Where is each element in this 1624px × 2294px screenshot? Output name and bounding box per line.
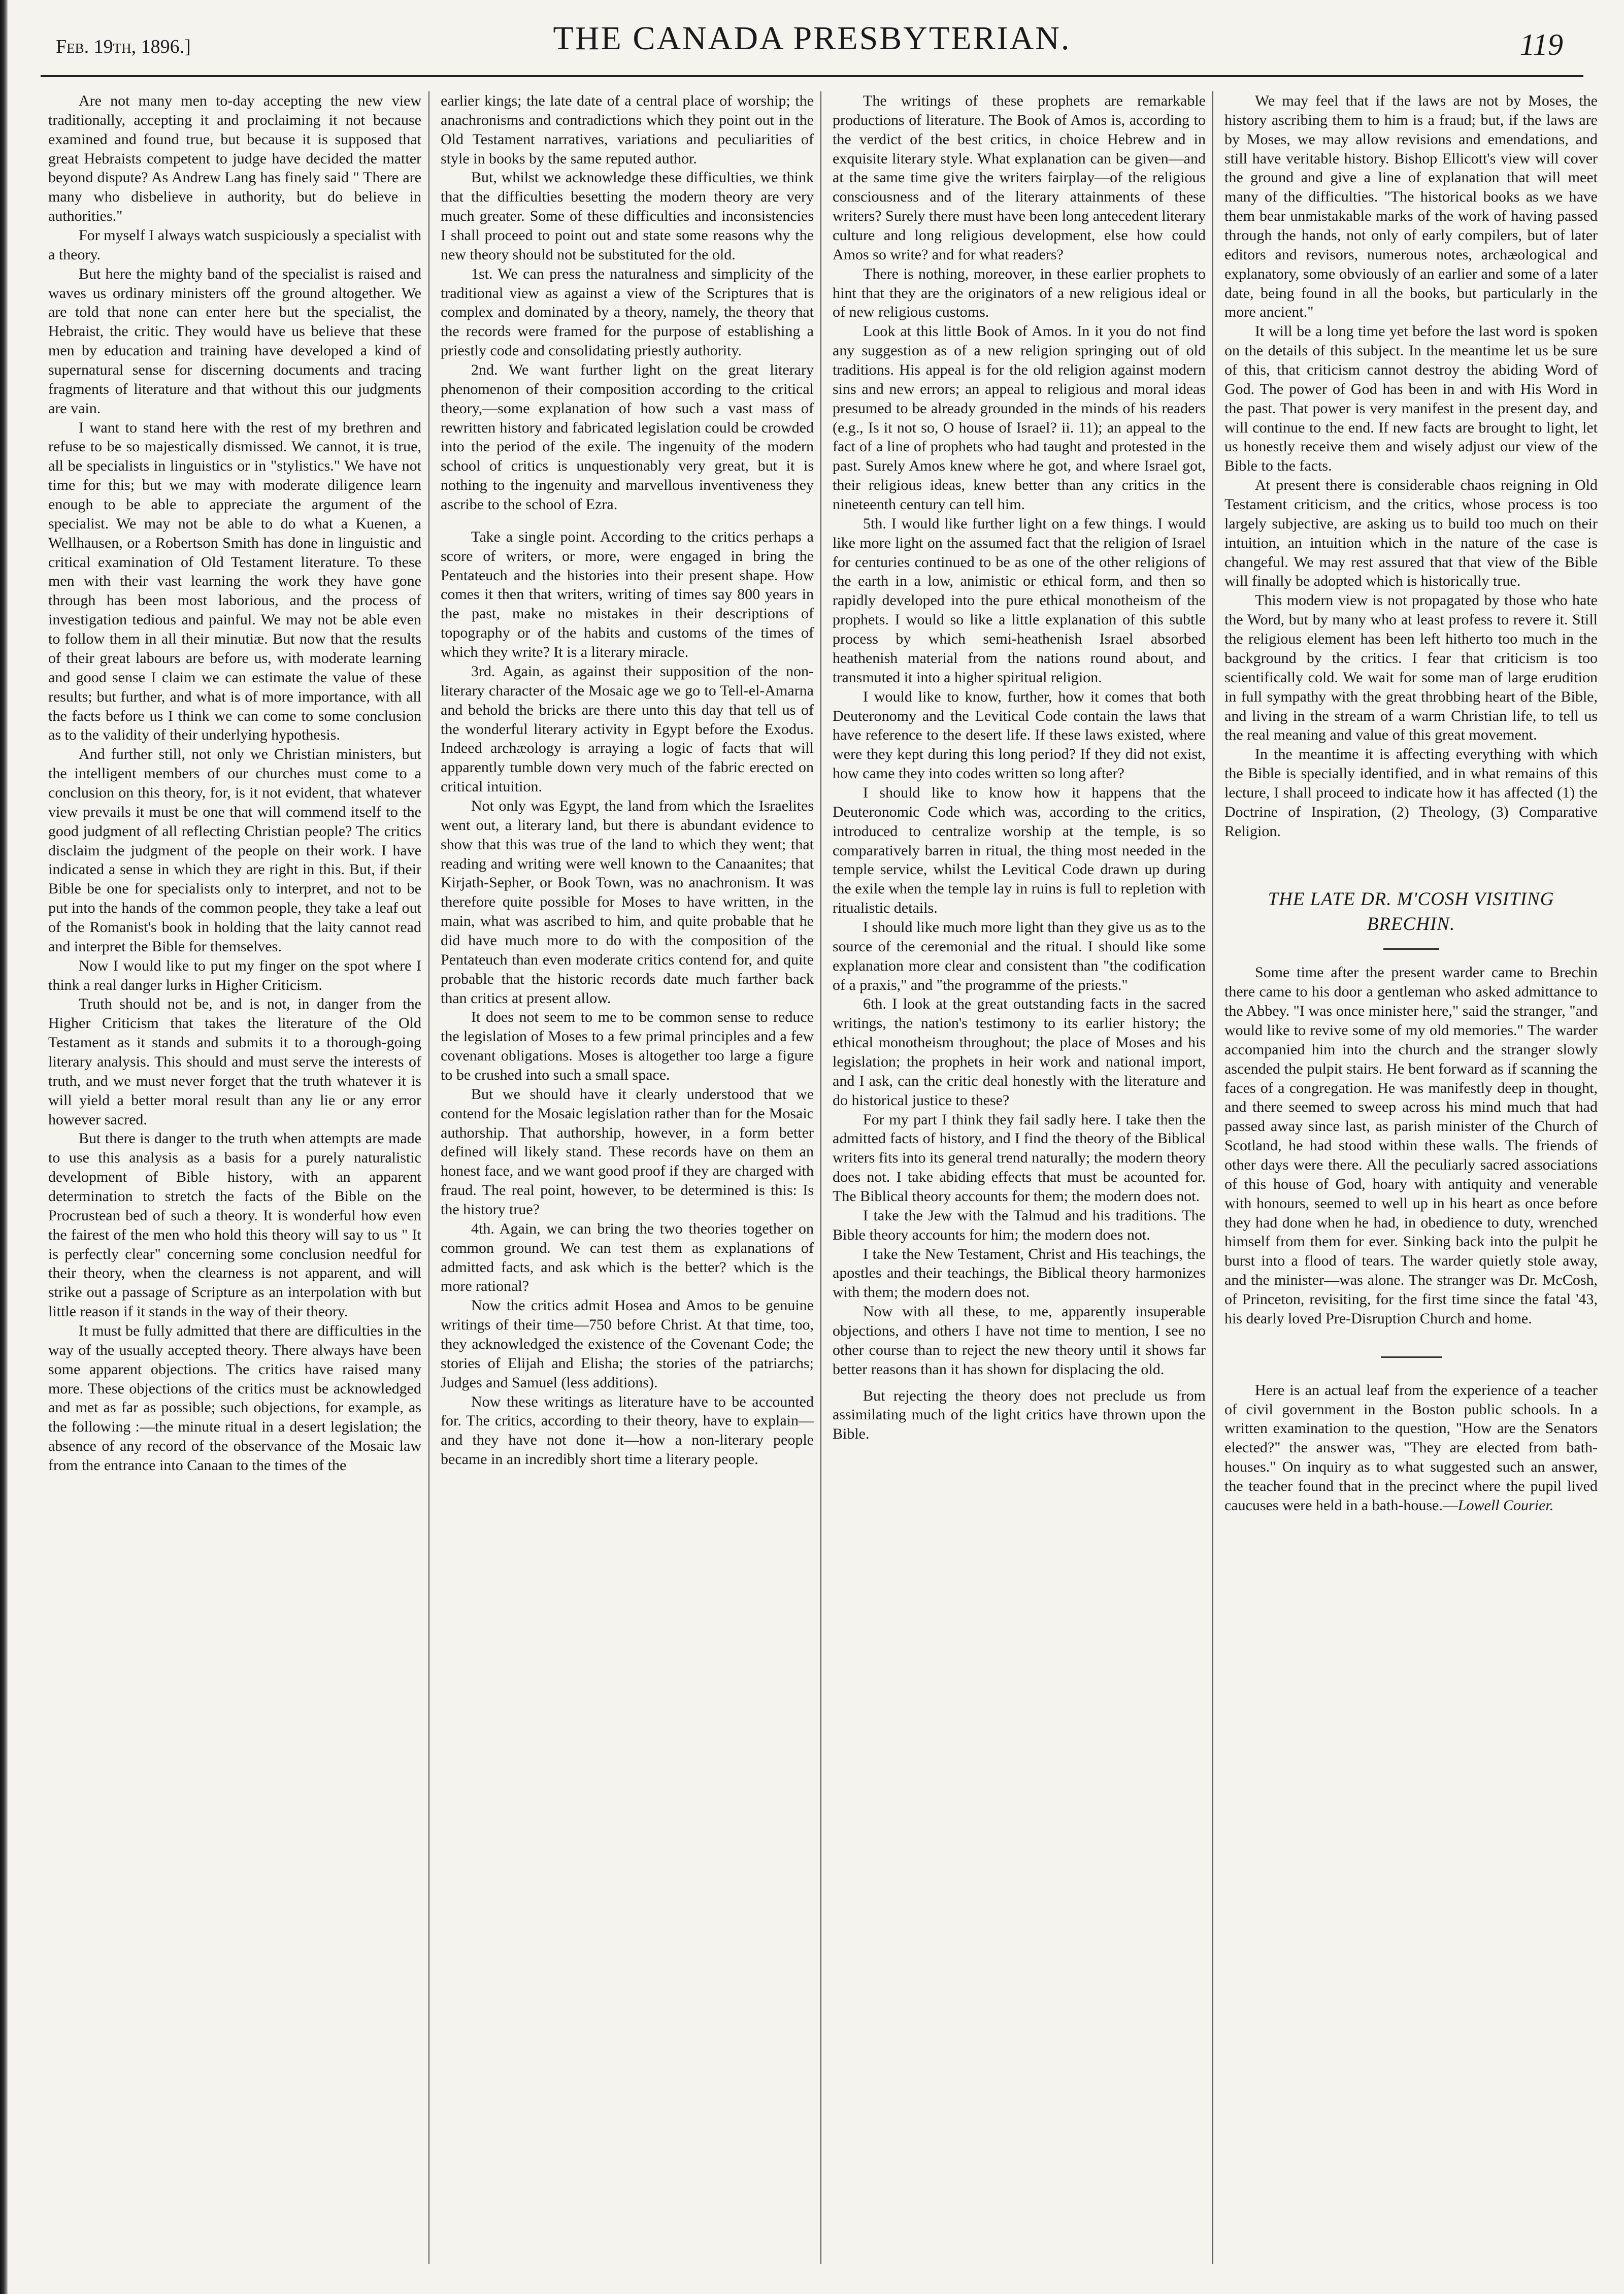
paragraph: For my part I think they fail sadly here. I take then the admitted facts of history, and I find the theory of the Biblical writers fits into its general trend naturally; the modern theory does not. I take abiding effects that must be acounted for. The Biblical theory accounts for them; the modern does not. xyxy=(833,1111,1206,1205)
page-number: 119 xyxy=(1519,28,1563,61)
column-1 xyxy=(48,91,421,2269)
paragraph: 6th. I look at the great outstanding facts in the sacred writings, the nation's testimony to its earlier history; the ethical monotheism throughout; the place of Moses and his legislation; the prophets in heir work and national import, and I ask, can the critic deal honestly with the literature and do historical justice to these? xyxy=(833,995,1206,1109)
paragraph: 2nd. We want further light on the great literary phenomenon of their composition according to the critical theory,—some explanation of how such a vast mass of rewritten history and fabricated legislation could be crowded into the period of the exile. The ingenuity of the modern school of critics is unquestionably very great, but it is nothing to the ingenuity and marvellous inventiveness they ascribe to the school of Ezra. xyxy=(441,361,814,513)
paragraph: I want to stand here with the rest of my brethren and refuse to be so majestically dismissed. We cannot, it is true, all be specialists in linguistics or in "stylistics." We have not time for this; but we may with moderate diligence learn enough to be able to appreciate the argument of the specialist. We may not be able to do what a Kuenen, a Wellhausen, or a Robertson Smith has done in linguistic and critical examination of Old Testament literature. To these men with their vast learning the work they have gone through has been most laborious, and the process of investigation tedious and painful. We may not be able even to follow them in all their minutiæ. But now that the results of their great labours are before us, with moderate learning and good sense I claim we can estimate the value of these results; but further, and what is of more importance, with all the facts before us I think we can come to some conclusion as to the validity of their underlying hypothesis. xyxy=(48,419,421,744)
source-credit: Lowell Courier. xyxy=(1457,1497,1554,1514)
title-rule xyxy=(1383,948,1439,950)
paragraph: But there is danger to the truth when attempts are made to use this analysis as a basis for a purely naturalistic development of Bible history, with an apparent determination to stretch the facts of the Bible on the Procrustean bed of such a theory. It is wonderful how even the fairest of the men who hold this theory will say to us " It is perfectly clear" concerning some conclusion needful for their theory, when the clearness is not apparent, and will strike out a passage of Scripture as an interpolation with but little reason if it stands in the way of their theory. xyxy=(48,1130,421,1320)
paragraph: 3rd. Again, as against their supposition of the non-literary character of the Mosaic age we go to Tell-el-Amarna and behold the bricks are there unto this day that tell us of the wonderful literary activity in Egypt before the Exodus. Indeed archæology is arraying a logic of facts that will apparently tumble down very much of the fabric erected on critical intuition. xyxy=(441,662,814,795)
paragraph: I take the New Testament, Christ and His teachings, the apostles and their teachings, the Biblical theory harmonizes with them; the modern does not. xyxy=(833,1245,1206,1301)
paragraph: We may feel that if the laws are not by Moses, the history ascribing them to him is a fraud; but, if the laws are by Moses, we may allow revisions and emendations, and still have veritable history. Bishop Ellicott's view will cover the ground and give a line of explanation that will meet many of the difficulties. "The historical books as we have them bear unmistakable marks of the work of having passed through the hands, not only of early compilers, but of later editors and revisors, numerous notes, archæological and explanatory, some obviously of an earlier and some of a later date, being found in all the books, but particularly in the more ancient." xyxy=(1224,92,1598,321)
paragraph: But, whilst we acknowledge these difficulties, we think that the difficulties besetting the modern theory are very much greater. Some of these difficulties and inconsistencies I shall proceed to point out and state some reasons why the new theory should not be substituted for the old. xyxy=(441,169,814,263)
paragraph: Now I would like to put my finger on the spot where I think a real danger lurks in Higher Criticism. xyxy=(48,957,421,993)
paragraph: The writings of these prophets are remarkable productions of literature. The Book of Amos is, according to the verdict of the best critics, in choice Hebrew and in exquisite literary style. What explanation can be given—and at the same time give the writers fairplay—of the religious consciousness and of the literary attainments of these writers? Surely there must have been long antecedent literary culture and long religious development, else how could Amos so write? and for what readers? xyxy=(833,92,1206,263)
column-rule xyxy=(428,91,429,2264)
paragraph: There is nothing, moreover, in these earlier prophets to hint that they are the originators of a new religious ideal or of new religious customs. xyxy=(833,265,1206,321)
paragraph: It will be a long time yet before the last word is spoken on the details of this subject. In the meantime let us be sure of this, that criticism cannot destroy the abiding Word of God. The power of God has been in and with His Word in the past. That power is very manifest in the present day, and will continue to the end. If new facts are brought to light, let us honestly receive them and wisely adjust our view of the Bible to the facts. xyxy=(1224,323,1598,475)
paragraph: earlier kings; the late date of a central place of worship; the anachronisms and contradictions which they point out in the Old Testament narratives, variations and peculiarities of style in books by the same reputed author. xyxy=(441,92,814,167)
article-title-line: BRECHIN. xyxy=(1367,914,1455,935)
paragraph: But here the mighty band of the specialist is raised and waves us ordinary ministers off the ground altogether. We are told that none can enter here but the specialist, the Hebraist, the critic. They would have us believe that these men by education and training have developed a kind of supernatural sense for discerning documents and tracing fragments of literature and that without this our judgments are vain. xyxy=(48,265,421,417)
paragraph: 1st. We can press the naturalness and simplicity of the traditional view as against a view of the Scriptures that is complex and dominated by a theory, namely, the theory that the records were framed for the purpose of establishing a priestly code and consolidating priestly authority. xyxy=(441,265,814,359)
paragraph: 4th. Again, we can bring the two theories together on common ground. We can test them as explanations of admitted facts, and ask which is the better? which is the more rational? xyxy=(441,1220,814,1295)
paragraph: But we should have it clearly understood that we contend for the Mosaic legislation rather than for the Mosaic authorship. That authorship, however, in a form better defined will likely stand. These records have on them an honest face, and we want good proof if they are charged with fraud. The real point, however, to be determined is this: Is the history true? xyxy=(441,1085,814,1218)
paragraph: In the meantime it is affecting everything with which the Bible is specially identified, and in what remains of this lecture, I shall proceed to indicate how it has affected (1) the Doctrine of Inspiration, (2) Theology, (3) Comparative Religion. xyxy=(1224,746,1598,840)
paragraph: 5th. I would like further light on a few things. I would like more light on the assumed fact that the religion of Israel for centuries continued to be as one of the other religions of the earth in a low, animistic or ethical form, and then so rapidly developed into the pure ethical monotheism of the prophets. I would so like a little explanation of this subtle process by which semi-heathenish Israel absorbed heathenish material from the nations round about, and transmuted it into a higher spiritual religion. xyxy=(833,515,1206,686)
paragraph: This modern view is not propagated by those who hate the Word, but by many who at least profess to revere it. Still the religious element has been left hitherto too much in the background by the critics. I fear that criticism is too scientifically cold. We wait for some man of large erudition in full sympathy with the great throbbing heart of the Bible, and living in the stream of a warm Christian life, to tell us the real meaning and value of this great movement. xyxy=(1224,592,1598,744)
paragraph: Now the critics admit Hosea and Amos to be genuine writings of their time—750 before Christ. At that time, too, they acknowledged the existence of the Covenant Code; the stories of Elijah and Elisha; the stories of the patriarchs; Judges and Samuel (less additions). xyxy=(441,1297,814,1391)
paragraph: Look at this little Book of Amos. In it you do not find any suggestion as of a new religion springing out of old traditions. His appeal is for the old religion against modern sins and new errors; an appeal to religious and moral ideas presumed to be already grounded in the minds of his readers (e.g., Is it not so, O house of Israel? ii. 11); an appeal to the fact of a line of prophets who had taught and protested in the past. Surely Amos knew where he got, and where Israel got, their religious ideas, knew better than any critics in the nineteenth century can tell him. xyxy=(833,323,1206,513)
column-2 xyxy=(441,91,814,2269)
column-3 xyxy=(833,91,1206,2269)
paragraph: I should like to know how it happens that the Deuteronomic Code which was, according to the critics, introduced to centralize worship at the temple, is so comparatively barren in ritual, the thing most needed in the temple service, whilst the Levitical Code drawn up during the exile when the temple lay in ruins is full to repletion with ritualistic details. xyxy=(833,784,1206,917)
paragraph: At present there is considerable chaos reigning in Old Testament criticism, and the critics, whose process is too largely subjective, are asking us to build too much on their intuition, an intuition which in the nature of the case is changeful. We may rest assured that that view of the Bible will finally be adopted which is historically true. xyxy=(1224,477,1598,590)
column-rule xyxy=(1212,91,1213,2264)
paragraph: I would like to know, further, how it comes that both Deuteronomy and the Levitical Code contain the laws that have reference to the desert life. If these laws existed, where were they kept during this long period? If they did not exist, how came they into codes written so long after? xyxy=(833,688,1206,782)
article-body: Some time after the present warder came to Brechin there came to his door a gentleman who asked admittance to the Abbey. "I was once minister here," said the stranger, "and would like to revive some of my old memories." The warder accompanied him into the church and the stranger slowly ascended the pulpit stairs. He bent forward as if scanning the faces of a congregation. He was manifestly deep in thought, and there seemed to sweep across his mind much that had passed away since last, as parish minister of the Church of Scotland, he had stood within these walls. The friends of other days were there. All the peculiarly sacred associations of this house of God, hoary with antiquity and venerable with honours, seemed to well up in his heart as once before they had done when he had, in obedience to duty, wrenched himself from them for ever. Sinking back into the pulpit he burst into a flood of tears. The warder quietly stole away, and the minister—was alone. The stranger was Dr. McCosh, of Princeton, revisiting, for the first time since the fatal '43, his dearly loved Pre-Disruption Church and home. xyxy=(1224,964,1598,1327)
paragraph: Now with all these, to me, apparently insuperable objections, and others I have not time to mention, I see no other course than to reject the new theory until it shows far better reasons than it has shown for displacing the old. xyxy=(833,1303,1206,1378)
binding-edge xyxy=(0,0,8,2294)
anecdote-text: Here is an actual leaf from the experience of a teacher of civil government in the Boston public schools. In a written examination to the question, "How are the Senators elected?" the answer was, "They are elected from bath-houses." On inquiry as to what suggested such an answer, the teacher found that in the precinct where the pupil lived caucuses were held in a bath-house.— xyxy=(1224,1381,1598,1514)
article-title xyxy=(1224,887,1598,938)
paragraph: I take the Jew with the Talmud and his traditions. The Bible theory accounts for him; the modern does not. xyxy=(833,1207,1206,1243)
column-4 xyxy=(1224,91,1598,2269)
page-header xyxy=(41,19,1583,77)
paragraph: It does not seem to me to be common sense to reduce the legislation of Moses to a few primal principles and a few covenant obligations. Moses is altogether too large a figure to be crushed into such a small space. xyxy=(441,1009,814,1083)
paragraph: I should like much more light than they give us as to the source of the ceremonial and the ritual. I should like some explanation more clear and consistent than "the codification of a praxis," and "the programme of the priests." xyxy=(833,918,1206,993)
paragraph: But rejecting the theory does not preclude us from assimilating much of the light critics have thrown upon the Bible. xyxy=(833,1387,1206,1443)
article-title-line: THE LATE DR. M'COSH VISITING xyxy=(1268,888,1554,910)
article-body xyxy=(1224,1381,1598,1515)
paragraph: Are not many men to-day accepting the new view traditionally, accepting it and proclaiming it not because examined and found true, but because it is supposed that great Hebraists competent to judge have decided the matter beyond dispute? As Andrew Lang has finely said " There are many who disbelieve in authority, but do believe in authorities." xyxy=(48,92,421,225)
paragraph: Truth should not be, and is not, in danger from the Higher Criticism that takes the literature of the Old Testament as it stands and submits it to a thorough-going literary analysis. This should and must serve the interests of truth, and we must never forget that the truth whatever it is will yield a better moral result than any lie or any error however sacred. xyxy=(48,995,421,1128)
section-rule xyxy=(1381,1356,1442,1358)
paragraph: Not only was Egypt, the land from which the Israelites went out, a literary land, but there is abundant evidence to show that this was true of the land to which they went; that reading and writing were well known to the Canaanites; that Kirjath-Sepher, or Book Town, was no anachronism. It was therefore quite possible for Moses to have written, in the main, what was ascribed to him, and quite probable that he did have much more to do with the composition of the Pentateuch than even moderate critics contend for, and quite probable that the historic records date much farther back than critics at present allow. xyxy=(441,797,814,1007)
masthead-title: THE CANADA PRESBYTERIAN. xyxy=(553,20,1071,57)
issue-date: Feb. 19th, 1896.] xyxy=(56,36,191,57)
paragraph: Now these writings as literature have to be accounted for. The critics, according to their theory, have to explain—and they have not done it—how a non-literary people became in an incredibly short time a literary people. xyxy=(441,1393,814,1468)
paragraph: And further still, not only we Christian ministers, but the intelligent members of our churches must come to a conclusion on this theory, for, is it not evident, that whatever view prevails it must be one that will commend itself to the good judgment of all reflecting Christian people? The critics disclaim the judgment of the people on their work. I have indicated a sense in which they are right in this. But, if their Bible be one for specialists only to interpret, and not to be put into the hands of the common people, they take a leaf out of the Romanist's book in holding that the laity cannot read and interpret the Bible for themselves. xyxy=(48,746,421,955)
paragraph: Take a single point. According to the critics perhaps a score of writers, or more, were engaged in bring the Pentateuch and the histories into their present shape. How comes it then that writers, writing of times say 800 years in the past, make no mistakes in their descriptions of topography or of the habits and customs of the times of which they write? It is a literary miracle. xyxy=(441,528,814,661)
paragraph: It must be fully admitted that there are difficulties in the way of the usually accepted theory. There always have been some apparent objections. The critics have raised many more. These objections of the critics must be acknowledged and met as far as possible; such objections, for example, as the following :—the minute ritual in a desert legislation; the absence of any record of the observance of the Mosaic law from the entrance into Canaan to the times of the xyxy=(48,1322,421,1474)
paragraph: For myself I always watch suspiciously a specialist with a theory. xyxy=(48,227,421,263)
column-rule xyxy=(820,91,821,2264)
